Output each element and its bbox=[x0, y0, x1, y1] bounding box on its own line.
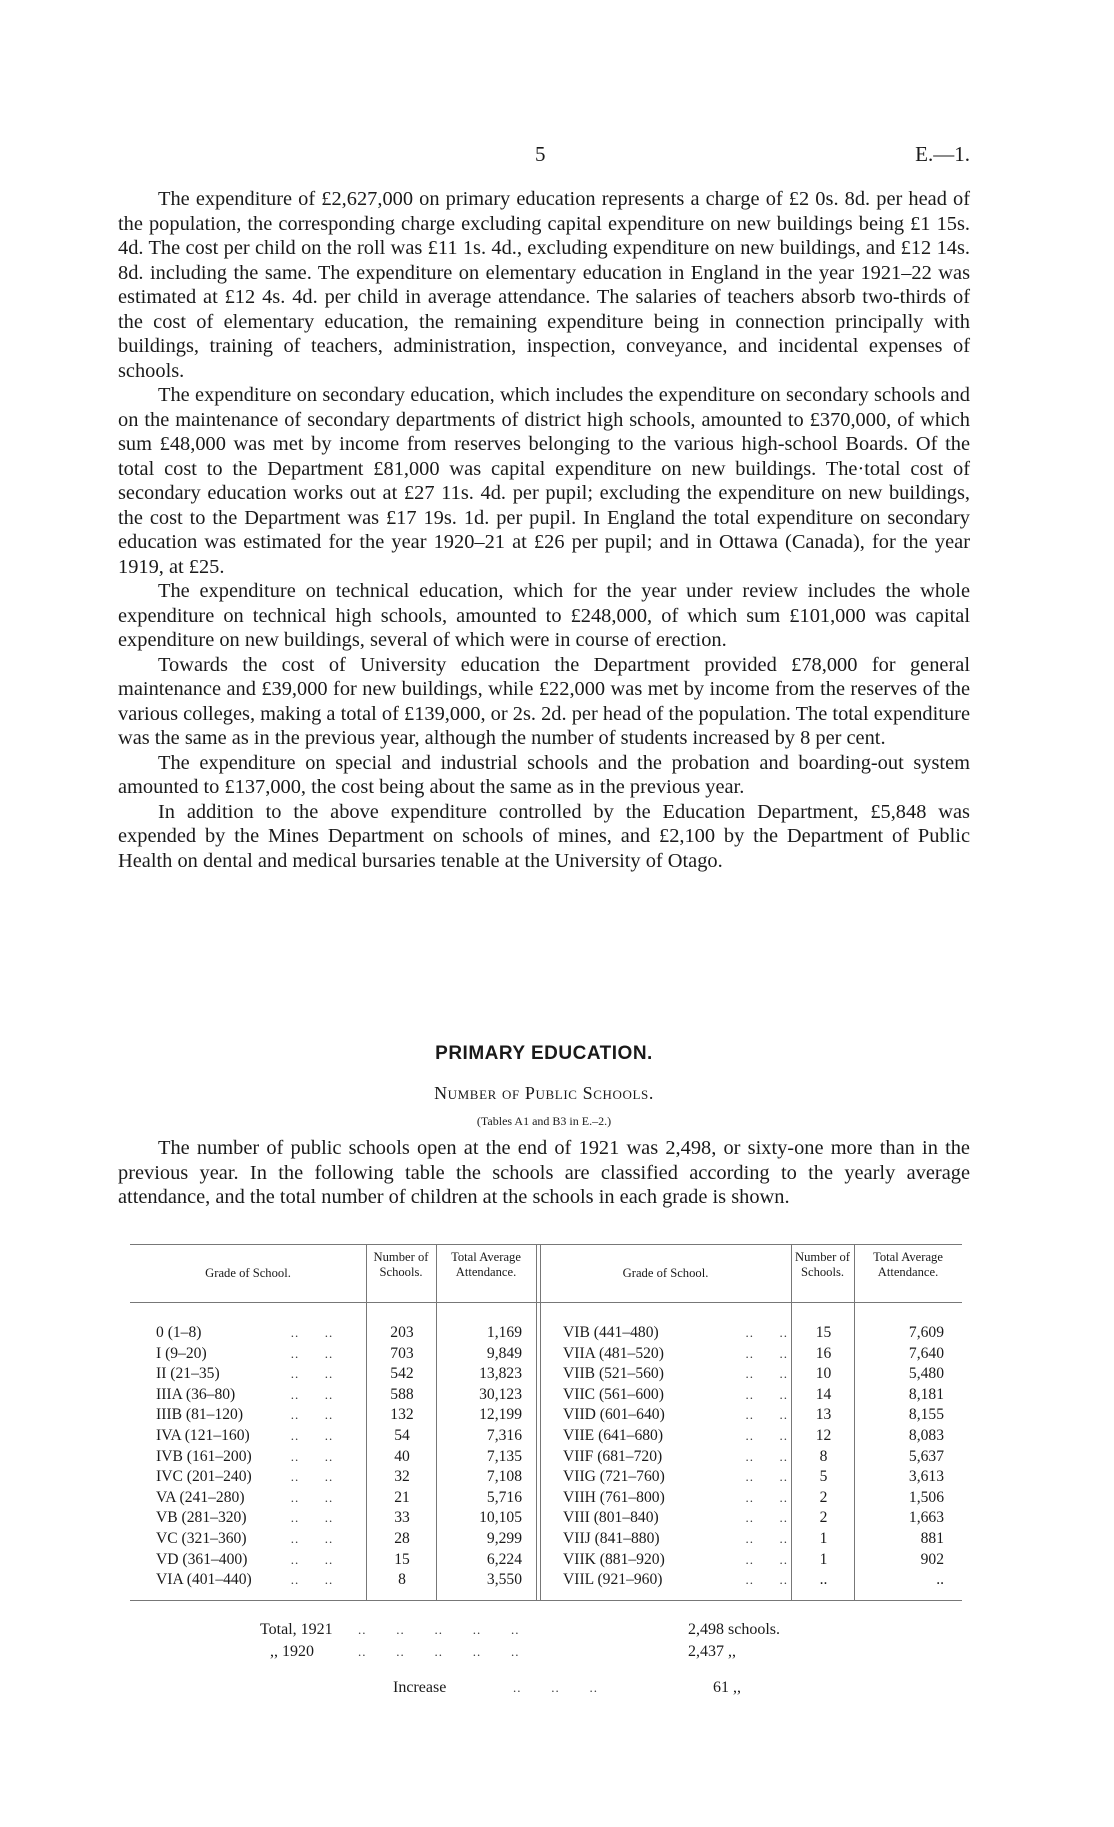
increase-value: 61 ,, bbox=[713, 1679, 741, 1696]
total-1921-row bbox=[118, 1618, 970, 1642]
number-of-schools-cell: 132 bbox=[390, 1406, 414, 1423]
leader-dots: .. .. bbox=[745, 1407, 788, 1422]
grade-cell: IVC (201–240) bbox=[156, 1468, 252, 1485]
grade-cell: I (9–20) bbox=[156, 1345, 207, 1362]
leader-dots: .. .. bbox=[745, 1572, 788, 1587]
average-attendance-cell: 8,083 bbox=[908, 1427, 944, 1444]
leader-dots: .. .. bbox=[745, 1510, 788, 1525]
leader-dots: .. .. bbox=[290, 1366, 334, 1381]
number-of-schools-cell: 54 bbox=[394, 1427, 410, 1444]
leader-dots: .. .. bbox=[290, 1531, 334, 1546]
header-grade-right: Grade of School. bbox=[622, 1266, 709, 1280]
average-attendance-cell: 12,199 bbox=[479, 1406, 522, 1423]
grade-cell: IIIA (36–80) bbox=[156, 1386, 236, 1403]
column-divider bbox=[540, 1244, 541, 1600]
number-of-schools-cell: 15 bbox=[394, 1551, 410, 1568]
average-attendance-cell: 1,663 bbox=[908, 1509, 944, 1526]
average-attendance-cell: 9,299 bbox=[486, 1530, 522, 1547]
page-number: 5 bbox=[535, 142, 546, 166]
number-of-schools-cell: .. bbox=[819, 1571, 828, 1588]
average-attendance-cell: .. bbox=[936, 1571, 944, 1588]
number-of-schools-cell: 2 bbox=[819, 1489, 828, 1506]
average-attendance-cell: 881 bbox=[920, 1530, 944, 1547]
number-of-schools-cell: 2 bbox=[819, 1509, 828, 1526]
grade-cell: VIIB (521–560) bbox=[563, 1365, 664, 1382]
paragraph-other-departments: In addition to the above expenditure controlled by the Education Department, £5,848 was expended by the Mines Department on schools of mines, and £2,100 by the Department of Public Health on dental and medical bursaries tenable at the University of Otago. bbox=[118, 800, 970, 872]
leader-dots: .. .. bbox=[745, 1490, 788, 1505]
body-text bbox=[118, 187, 970, 873]
leader-dots: .. .. bbox=[745, 1449, 788, 1464]
total-1921-label: Total, 1921 bbox=[260, 1621, 333, 1638]
paragraph-technical-expenditure: The expenditure on technical education, which for the year under review includes the whole expenditure on technical high schools, amounted to £248,000, of which sum £101,000 was capital expenditure on new buildings, several of which were in course of erection. bbox=[118, 580, 970, 651]
table-bottom-rule bbox=[130, 1600, 962, 1601]
number-of-schools-cell: 1 bbox=[819, 1551, 828, 1568]
average-attendance-cell: 9,849 bbox=[486, 1345, 522, 1362]
header-number-right: Number of Schools. bbox=[795, 1250, 850, 1279]
total-1921-value: 2,498 schools. bbox=[688, 1621, 780, 1638]
header-attendance-left: Total Average Attendance. bbox=[451, 1250, 521, 1279]
average-attendance-cell: 7,135 bbox=[486, 1448, 522, 1465]
column-divider bbox=[854, 1244, 855, 1600]
leader-dots: .. .. bbox=[745, 1325, 788, 1340]
grade-cell: II (21–35) bbox=[156, 1365, 220, 1382]
leader-dots: .. .. bbox=[745, 1366, 788, 1381]
grade-cell: VIIE (641–680) bbox=[563, 1427, 664, 1444]
section-intro bbox=[118, 1136, 970, 1210]
average-attendance-cell: 1,506 bbox=[908, 1489, 944, 1506]
leader-dots: .. .. bbox=[290, 1407, 334, 1422]
grade-cell: VIIA (481–520) bbox=[563, 1345, 664, 1362]
grade-cell: VIA (401–440) bbox=[156, 1571, 252, 1588]
number-of-schools-cell: 203 bbox=[390, 1324, 414, 1341]
header-number-left: Number of Schools. bbox=[373, 1250, 429, 1279]
grade-cell: VIID (601–640) bbox=[563, 1406, 665, 1423]
number-of-schools-cell: 13 bbox=[815, 1406, 832, 1423]
average-attendance-cell: 1,169 bbox=[486, 1324, 522, 1341]
leader-dots: .. .. bbox=[290, 1449, 334, 1464]
leader-dots: .. .. bbox=[745, 1346, 788, 1361]
grade-cell: VIIK (881–920) bbox=[563, 1551, 665, 1568]
number-of-schools-cell: 8 bbox=[819, 1448, 828, 1465]
leader-dots: .. .. .. .. .. bbox=[358, 1622, 520, 1637]
paragraph-university-expenditure: Towards the cost of University education the Department provided £78,000 for general maintenance and £39,000 for new buildings, while £22,000 was met by income from the reserves of the various colleges, making a total of £139,000, or 2s. 2d. per head of the population. The total expenditure was the same as in the previous year, although the number of students increased by 8 per cent. bbox=[118, 653, 970, 749]
column-divider bbox=[436, 1244, 437, 1600]
leader-dots: .. .. bbox=[745, 1531, 788, 1546]
schools-table bbox=[130, 1244, 962, 1604]
grade-cell: VIIG (721–760) bbox=[563, 1468, 665, 1485]
number-of-schools-cell: 10 bbox=[815, 1365, 832, 1382]
leader-dots: .. .. bbox=[745, 1428, 788, 1443]
average-attendance-cell: 5,480 bbox=[908, 1365, 944, 1382]
paragraph-special-schools: The expenditure on special and industrial schools and the probation and boarding-out system amounted to £137,000, the cost being about the same as in the previous year. bbox=[118, 751, 970, 798]
average-attendance-cell: 7,108 bbox=[486, 1468, 522, 1485]
header-grade-left: Grade of School. bbox=[205, 1266, 291, 1280]
number-of-schools-cell: 15 bbox=[815, 1324, 832, 1341]
average-attendance-cell: 8,181 bbox=[908, 1386, 944, 1403]
average-attendance-cell: 3,613 bbox=[908, 1468, 944, 1485]
leader-dots: .. .. bbox=[290, 1490, 334, 1505]
number-of-schools-cell: 28 bbox=[394, 1530, 410, 1547]
leader-dots: .. .. bbox=[745, 1387, 788, 1402]
number-of-schools-cell: 5 bbox=[819, 1468, 828, 1485]
grade-cell: VIIC (561–600) bbox=[563, 1386, 664, 1403]
number-of-schools-cell: 542 bbox=[390, 1365, 414, 1382]
intro-paragraph: The number of public schools open at the end of 1921 was 2,498, or sixty-one more than in the previous year. In the following table the schools are classified according to the yearly average attendance, and the total number of children at the schools in each grade is shown. bbox=[118, 1137, 970, 1208]
header-attendance-right: Total Average Attendance. bbox=[873, 1250, 943, 1279]
column-divider bbox=[791, 1244, 792, 1600]
grade-cell: VIIF (681–720) bbox=[563, 1448, 663, 1465]
grade-cell: VB (281–320) bbox=[156, 1509, 247, 1526]
leader-dots: .. .. bbox=[290, 1572, 334, 1587]
grade-cell: VIII (801–840) bbox=[563, 1509, 659, 1526]
average-attendance-cell: 3,550 bbox=[486, 1571, 522, 1588]
total-1920-row bbox=[118, 1640, 970, 1664]
average-attendance-cell: 13,823 bbox=[479, 1365, 522, 1382]
total-1920-value: 2,437 ,, bbox=[688, 1643, 736, 1660]
leader-dots: .. .. .. .. .. bbox=[358, 1644, 520, 1659]
grade-cell: IVA (121–160) bbox=[156, 1427, 250, 1444]
document-reference: E.—1. bbox=[915, 142, 970, 166]
paragraph-primary-expenditure: The expenditure of £2,627,000 on primary education represents a charge of £2 0s. 8d. per head of the population, the corresponding charge excluding capital expenditure on new buildings being £1 15s. 4d. The cost per child on the roll was £11 1s. 4d., excluding expenditure on new buildings, and £12 14s. 8d. including the same. The expenditure on elementary education in England in the year 1921–22 was estimated at £12 4s. 4d. per child in average attendance. The salaries of teachers absorb two-thirds of the cost of elementary education, the remaining expenditure being in connection principally with buildings, training of teachers, administration, inspection, conveyance, and incidental expenses of schools. bbox=[118, 188, 970, 382]
table-top-rule bbox=[130, 1244, 962, 1245]
average-attendance-cell: 6,224 bbox=[486, 1551, 522, 1568]
grade-cell: VIIL (921–960) bbox=[563, 1571, 663, 1588]
leader-dots: .. .. bbox=[290, 1552, 334, 1567]
grade-cell: VIIH (761–800) bbox=[563, 1489, 665, 1506]
grade-cell: 0 (1–8) bbox=[156, 1324, 202, 1341]
leader-dots: .. .. bbox=[290, 1510, 334, 1525]
column-divider bbox=[366, 1244, 367, 1600]
number-of-schools-cell: 1 bbox=[819, 1530, 828, 1547]
average-attendance-cell: 5,716 bbox=[486, 1489, 522, 1506]
average-attendance-cell: 7,316 bbox=[486, 1427, 522, 1444]
average-attendance-cell: 5,637 bbox=[908, 1448, 944, 1465]
leader-dots: .. .. bbox=[290, 1325, 334, 1340]
leader-dots: .. .. bbox=[290, 1346, 334, 1361]
table-reference: (Tables A1 and B3 in E.–2.) bbox=[476, 1114, 612, 1128]
grade-cell: VD (361–400) bbox=[156, 1551, 248, 1568]
increase-label: Increase bbox=[393, 1679, 447, 1696]
number-of-schools-cell: 40 bbox=[394, 1448, 410, 1465]
paragraph-secondary-expenditure: The expenditure on secondary education, which includes the expenditure on secondary schools and on the maintenance of secondary departments of district high schools, amounted to £370,000, of which sum £48,000 was met by income from reserves belonging to the various high-school Boards. Of the total cost to the Department £81,000 was capital expenditure on new buildings. The·total cost of secondary education works out at £27 11s. 4d. per pupil; excluding the expenditure on new buildings, the cost to the Department was £17 19s. 1d. per pupil. In England the total expenditure on secondary education was estimated for the year 1920–21 at £26 per pupil; and in Ottawa (Canada), for the year 1919, at £25. bbox=[118, 384, 970, 578]
number-of-schools-cell: 16 bbox=[815, 1345, 832, 1362]
average-attendance-cell: 902 bbox=[920, 1551, 944, 1568]
leader-dots: .. .. bbox=[290, 1387, 334, 1402]
number-of-schools-cell: 8 bbox=[398, 1571, 406, 1588]
number-of-schools-cell: 703 bbox=[390, 1345, 414, 1362]
section-subtitle: Number of Public Schools. bbox=[434, 1083, 654, 1103]
average-attendance-cell: 7,609 bbox=[908, 1324, 944, 1341]
grade-cell: VC (321–360) bbox=[156, 1530, 247, 1547]
number-of-schools-cell: 14 bbox=[815, 1386, 832, 1403]
number-of-schools-cell: 588 bbox=[390, 1386, 414, 1403]
total-1920-label: ,, 1920 bbox=[270, 1643, 314, 1660]
table-header-rule bbox=[130, 1302, 962, 1303]
leader-dots: .. .. bbox=[745, 1469, 788, 1484]
number-of-schools-cell: 21 bbox=[394, 1489, 410, 1506]
leader-dots: .. .. bbox=[290, 1428, 334, 1443]
average-attendance-cell: 8,155 bbox=[908, 1406, 944, 1423]
grade-cell: VA (241–280) bbox=[156, 1489, 245, 1506]
number-of-schools-cell: 33 bbox=[394, 1509, 410, 1526]
number-of-schools-cell: 12 bbox=[815, 1427, 832, 1444]
leader-dots: .. .. bbox=[745, 1552, 788, 1567]
average-attendance-cell: 10,105 bbox=[479, 1509, 522, 1526]
number-of-schools-cell: 32 bbox=[394, 1468, 410, 1485]
leader-dots: .. .. .. bbox=[513, 1680, 598, 1695]
leader-dots: .. .. bbox=[290, 1469, 334, 1484]
grade-cell: IVB (161–200) bbox=[156, 1448, 252, 1465]
increase-row bbox=[118, 1676, 970, 1700]
average-attendance-cell: 30,123 bbox=[479, 1386, 522, 1403]
grade-cell: VIB (441–480) bbox=[563, 1324, 659, 1341]
page-header bbox=[118, 142, 970, 172]
grade-cell: IIIB (81–120) bbox=[156, 1406, 244, 1423]
grade-cell: VIIJ (841–880) bbox=[563, 1530, 660, 1547]
section-title: PRIMARY EDUCATION. bbox=[435, 1043, 653, 1064]
average-attendance-cell: 7,640 bbox=[908, 1345, 944, 1362]
